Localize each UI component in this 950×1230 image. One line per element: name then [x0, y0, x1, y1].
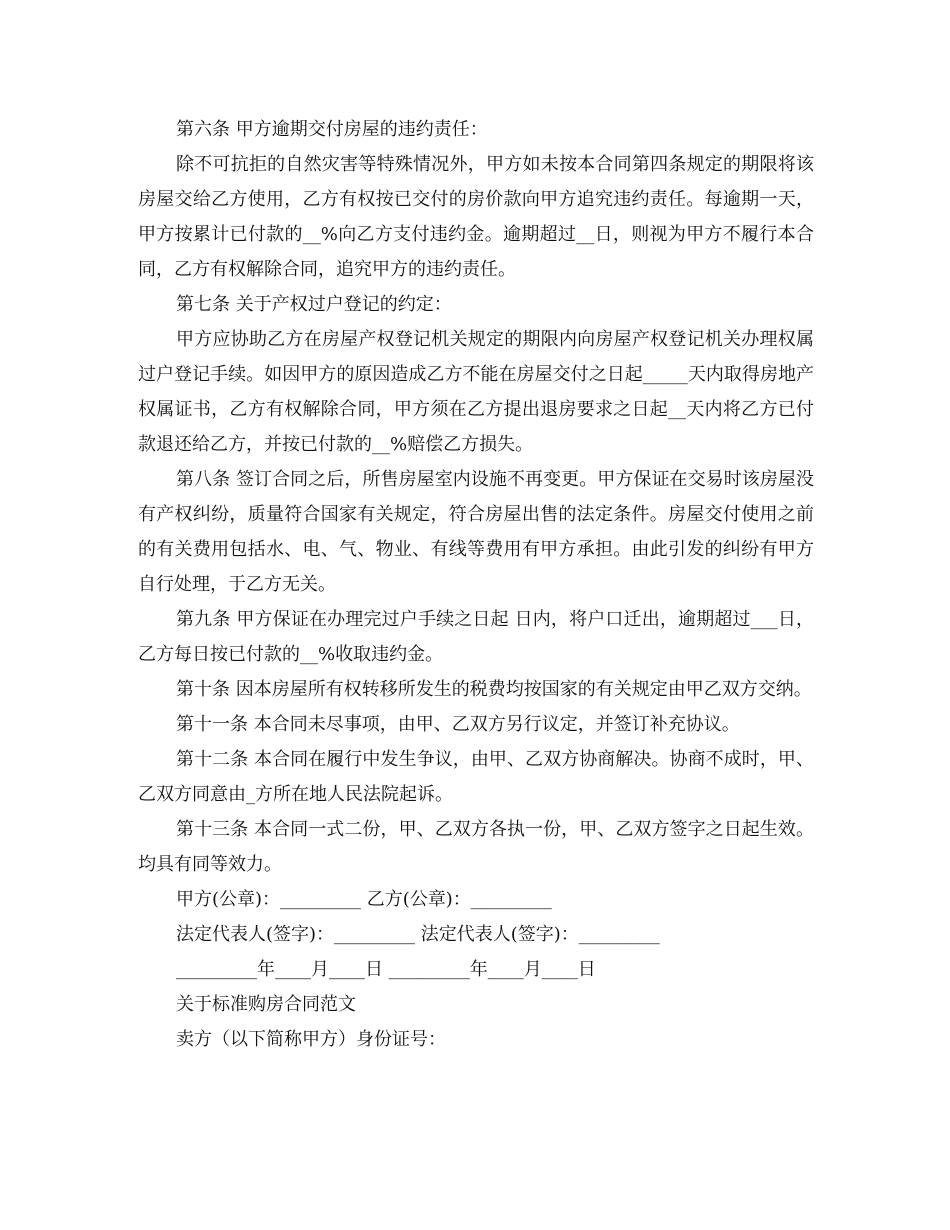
article-8: 第八条 签订合同之后，所售房屋室内设施不再变更。甲方保证在交易时该房屋没有产权纠纷，质量符合国家有关规定，符合房屋出售的法定条件。房屋交付使用之前的有关费用包括水、电、气、物业、有线等费用有甲方承担。由此引发的纠纷有甲方自行处理，于乙方无关。: [138, 469, 814, 595]
article-12: 第十二条 本合同在履行中发生争议，由甲、乙双方协商解决。协商不成时，甲、乙双方同意由_方所在地人民法院起诉。: [138, 749, 814, 805]
article-7-heading: 第七条 关于产权过户登记的约定：: [176, 294, 452, 315]
article-7-body: 甲方应协助乙方在房屋产权登记机关规定的期限内向房屋产权登记机关办理权属过户登记手续。如因甲方的原因造成乙方不能在房屋交付之日起_____天内取得房地产权属证书，乙方有权解除合同，甲方须在乙方提出退房要求之日起__天内将乙方已付款退还给乙方，并按已付款的__%赔偿乙方损失。: [138, 329, 814, 455]
article-13: 第十三条 本合同一式二份，甲、乙双方各执一份，甲、乙双方签字之日起生效。均具有同等效力。: [138, 819, 814, 875]
next-document-title: 关于标准购房合同范文: [176, 994, 356, 1015]
seller-id-line: 卖方（以下简称甲方）身份证号：: [176, 1029, 446, 1050]
article-10: 第十条 因本房屋所有权转移所发生的税费均按国家的有关规定由甲乙双方交纳。: [176, 679, 812, 700]
date-line: _________年____月____日 _________年____月____日: [176, 959, 596, 980]
article-9: 第九条 甲方保证在办理完过户手续之日起 日内，将户口迁出，逾期超过___日，乙方每日按已付款的__%收取违约金。: [138, 609, 814, 665]
seal-line: 甲方(公章)：_________ 乙方(公章)：_________: [176, 889, 552, 910]
article-11: 第十一条 本合同未尽事项，由甲、乙双方另行议定，并签订补充协议。: [176, 714, 740, 735]
signature-line: 法定代表人(签字)：_________ 法定代表人(签字)：_________: [176, 924, 660, 945]
article-6-body: 除不可抗拒的自然灾害等特殊情况外，甲方如未按本合同第四条规定的期限将该房屋交给乙方使用，乙方有权按已交付的房价款向甲方追究违约责任。每逾期一天，甲方按累计已付款的__%向乙方支付违约金。逾期超过__日，则视为甲方不履行本合同，乙方有权解除合同，追究甲方的违约责任。: [138, 154, 814, 280]
document-page: [138, 112, 814, 1057]
article-6-heading: 第六条 甲方逾期交付房屋的违约责任：: [176, 119, 488, 140]
